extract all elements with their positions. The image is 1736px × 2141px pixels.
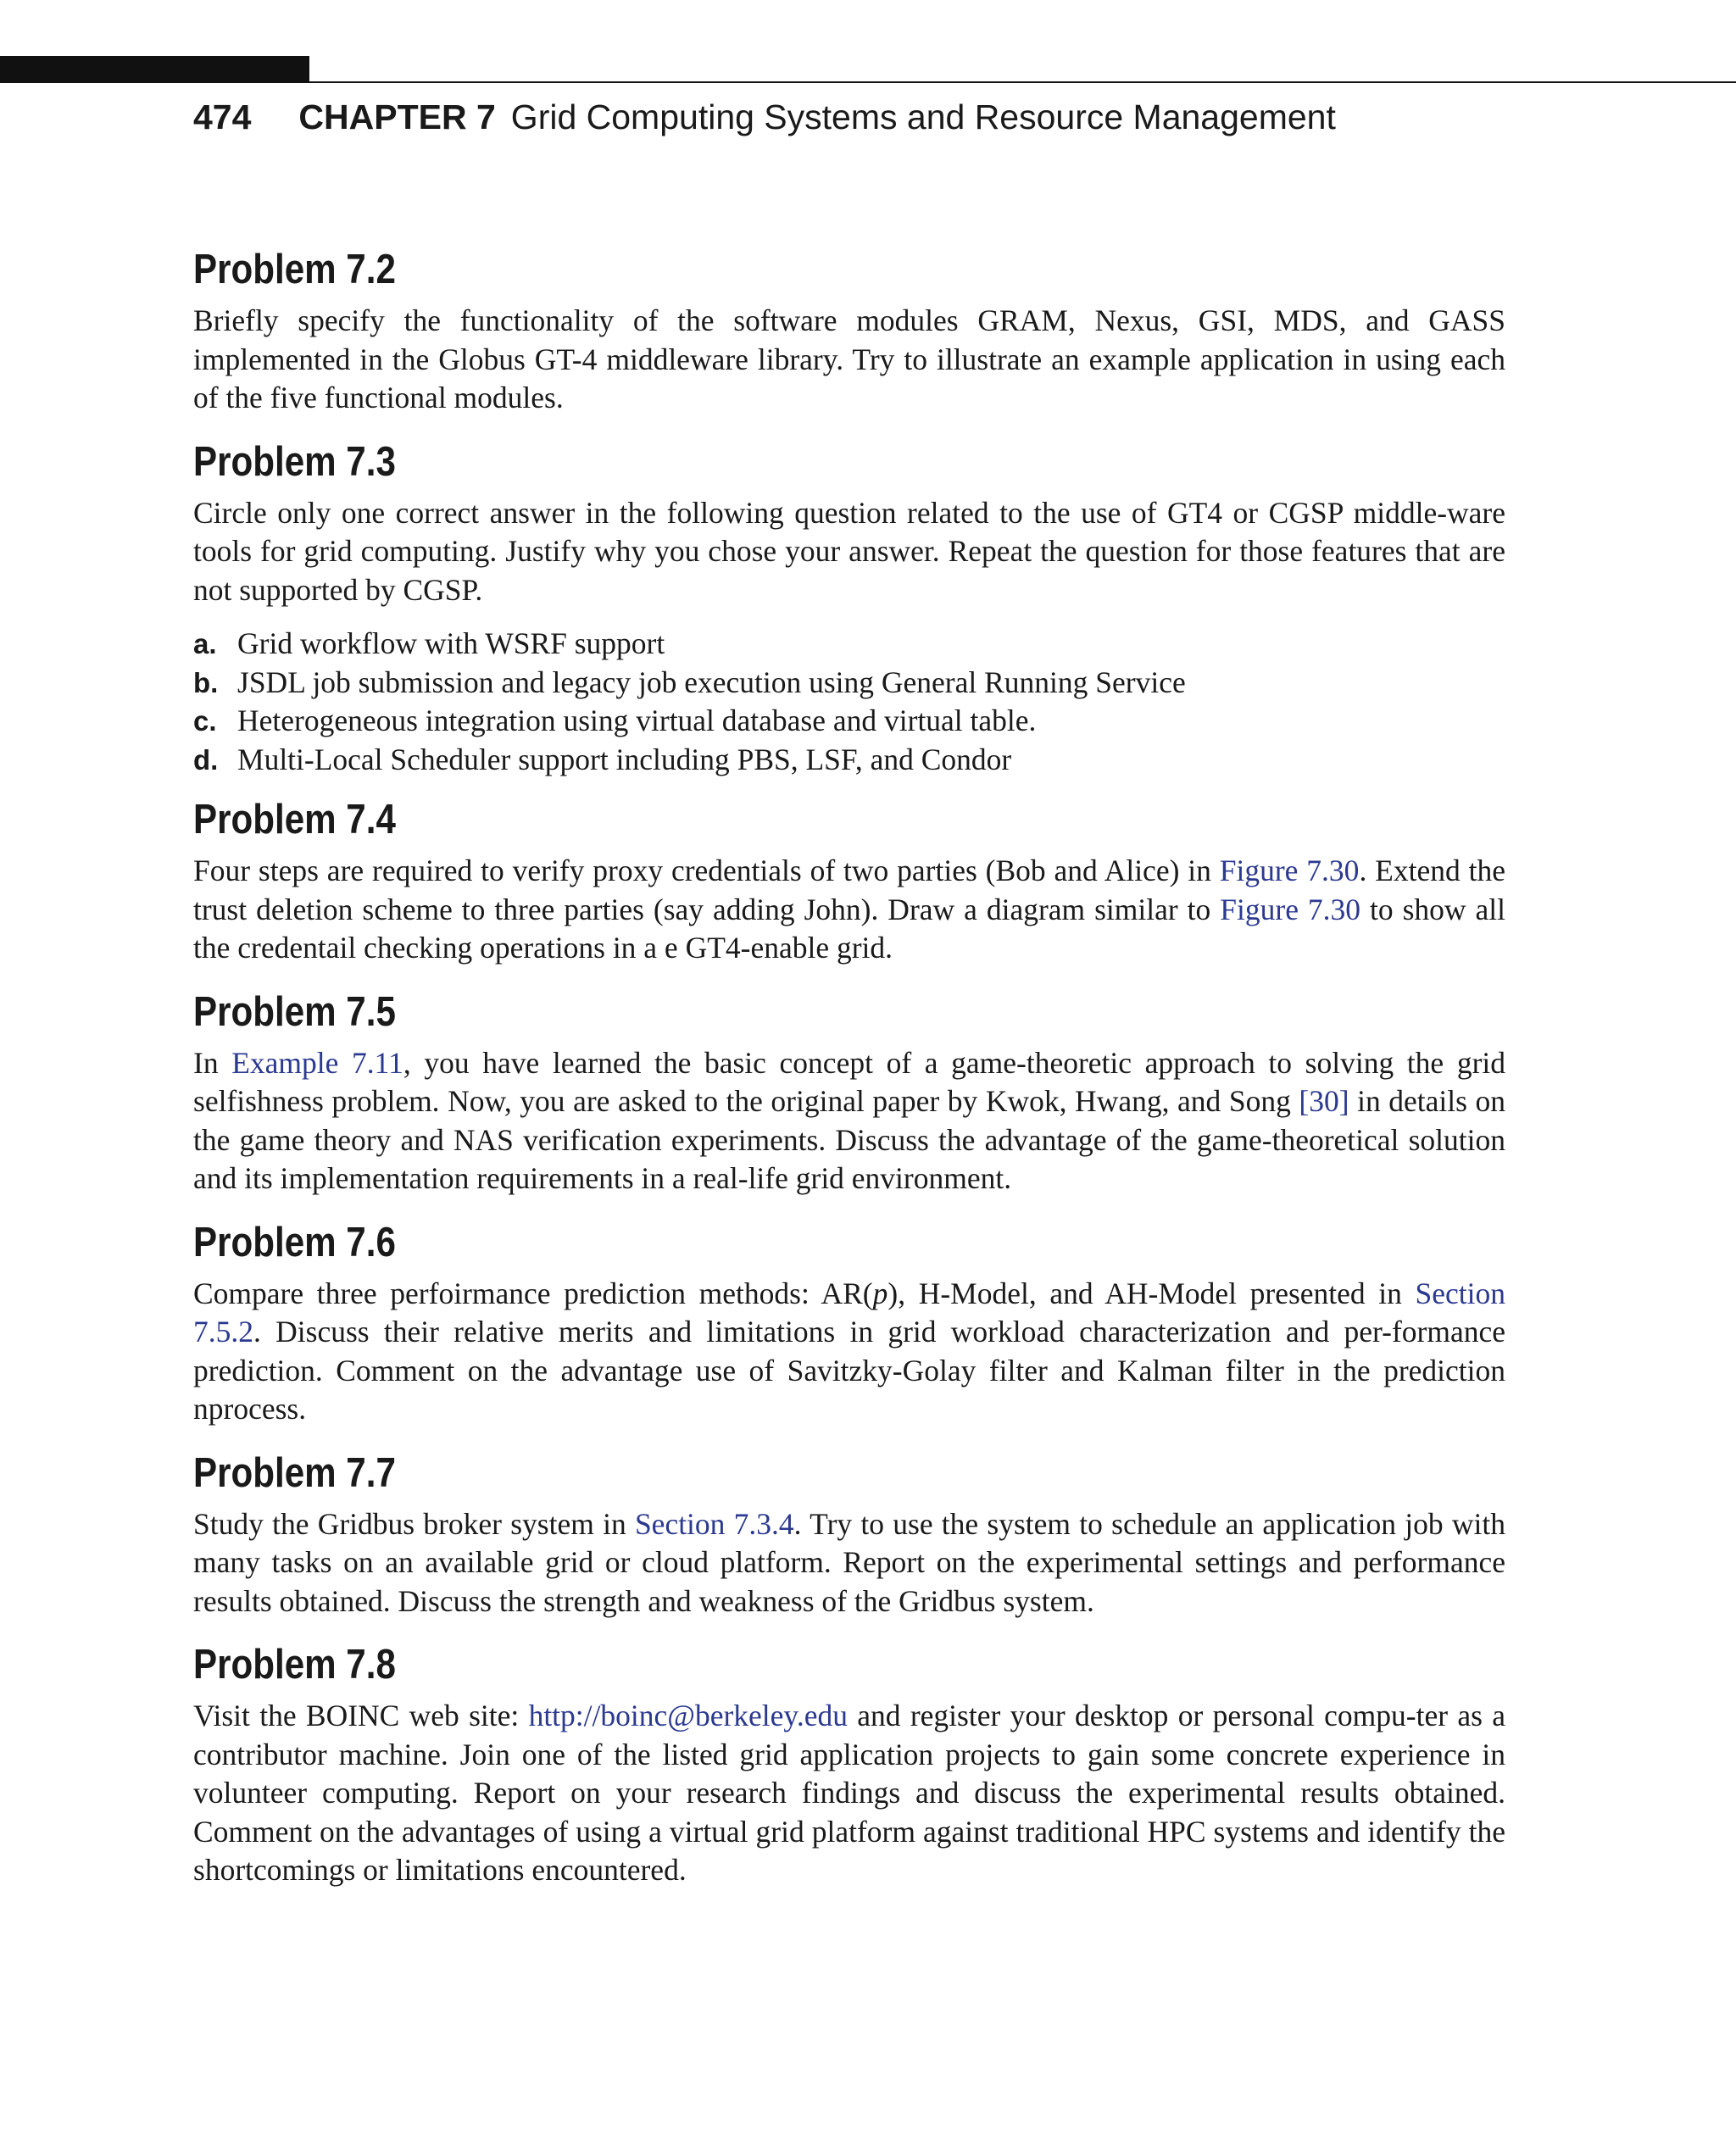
text-run: , you have learned the basic concept of a game-theoretic approach to solving the grid selfishness problem. Now, you are asked to the original paper by Kwok, Hwang, and Song — [193, 1045, 1506, 1118]
text-run: Four steps are required to verify proxy credentials of two parties (Bob and Alice) in — [193, 854, 1220, 887]
answer-options — [193, 625, 1505, 779]
text-run: to show all the credentail checking operations in a e GT4-enable grid. — [193, 892, 1505, 965]
problem-text — [193, 1275, 1505, 1429]
problem-heading: Problem 7.4 — [193, 797, 396, 842]
problem-7-7 — [193, 1446, 1505, 1621]
option-c — [193, 702, 1505, 741]
option-text: Heterogeneous integration using virtual database and virtual table. — [237, 703, 1037, 737]
chapter-label: CHAPTER 7 — [298, 97, 496, 136]
problem-heading: Problem 7.3 — [193, 438, 396, 485]
text-run: In — [193, 1045, 232, 1080]
problem-7-2 — [193, 242, 1505, 418]
citation-link[interactable]: [30] — [1299, 1084, 1349, 1118]
header-rule — [309, 81, 1736, 83]
option-text: Grid workflow with WSRF support — [237, 626, 665, 660]
option-b — [193, 664, 1505, 703]
example-link[interactable]: Example 7.11 — [231, 1045, 403, 1080]
url-link[interactable]: http://boinc@berkeley.edu — [528, 1699, 848, 1732]
page-number: 474 — [193, 97, 252, 136]
section-link[interactable]: Section 7.5.2 — [193, 1276, 1505, 1349]
option-letter: a. — [193, 628, 217, 659]
problem-7-4 — [193, 792, 1505, 968]
option-letter: b. — [193, 666, 219, 698]
problem-7-6 — [193, 1215, 1505, 1429]
text-run: ), H-Model, and AH-Model presented in — [887, 1276, 1416, 1310]
problems-section — [193, 242, 1505, 1907]
figure-link[interactable]: Figure 7.30 — [1220, 892, 1361, 926]
option-d — [193, 741, 1505, 780]
text-run: . Discuss their relative merits and limitations in grid workload characterization and per-formance prediction. Comment on the advantage use of Savitzky-Golay filter and Kalman filter in the prediction nprocess. — [193, 1315, 1505, 1426]
option-text: Multi-Local Scheduler support including PBS, LSF, and Condor — [237, 742, 1012, 776]
figure-link[interactable]: Figure 7.30 — [1219, 854, 1360, 887]
problem-text: Briefly specify the functionality of the software modules GRAM, Nexus, GSI, MDS, and GASS implemented in the Globus GT-4 middleware library. Try to illustrate an example application in using each of the five functional modules. — [193, 303, 1505, 414]
text-run: and register your desktop or personal compu-ter as a contributor machine. Join one of the listed grid application projects to gain some concrete experience in volunteer computing. Report on your research findings and discuss the experimental results obtained. Comment on the advantages of using a virtual grid platform against traditional HPC systems and identify the shortcomings or limitations encountered. — [193, 1699, 1505, 1887]
option-a — [193, 625, 1505, 664]
problem-text — [193, 1697, 1505, 1890]
problem-heading: Problem 7.2 — [193, 247, 396, 292]
option-letter: d. — [193, 743, 219, 776]
text-run: . Try to use the system to schedule an application job with many tasks on an available grid or cloud platform. Report on the experimental settings and performance results obtained. Discuss the strength and weakness of the Gridbus system. — [193, 1506, 1505, 1618]
option-letter: c. — [193, 705, 217, 737]
problem-heading: Problem 7.6 — [193, 1219, 396, 1265]
problem-7-8 — [193, 1638, 1505, 1890]
text-run: Compare three perfoirmance prediction methods: AR( — [193, 1276, 873, 1310]
italic-variable: p — [872, 1276, 888, 1310]
option-text: JSDL job submission and legacy job execution using General Running Service — [237, 665, 1186, 699]
text-run: in details on the game theory and NAS verification experiments. Discuss the advantage of the game-theoretical solution and its implementation requirements in a real-life grid environment. — [193, 1084, 1505, 1195]
problem-heading: Problem 7.8 — [193, 1642, 396, 1688]
problem-text — [193, 1044, 1505, 1198]
problem-heading: Problem 7.5 — [193, 988, 396, 1035]
chapter-title: Grid Computing Systems and Resource Management — [510, 97, 1336, 136]
running-head — [193, 92, 1336, 142]
problem-text — [193, 1505, 1505, 1621]
problem-7-5 — [193, 985, 1505, 1198]
problem-text: Circle only one correct answer in the following question related to the use of GT4 or CGSP middle-ware tools for grid computing. Justify why you chose your answer. Repeat the question for those features that are not supported by CGSP. — [193, 495, 1505, 607]
section-link[interactable]: Section 7.3.4 — [634, 1506, 794, 1541]
problem-7-3 — [193, 435, 1505, 780]
text-run: Study the Gridbus broker system in — [193, 1506, 635, 1541]
problem-text — [193, 852, 1505, 968]
header-bar — [0, 56, 309, 83]
problem-heading: Problem 7.7 — [193, 1449, 396, 1496]
text-run: Visit the BOINC web site: — [193, 1699, 529, 1732]
text-run: . Extend the trust deletion scheme to three parties (say adding John). Draw a diagram similar to — [193, 854, 1505, 926]
